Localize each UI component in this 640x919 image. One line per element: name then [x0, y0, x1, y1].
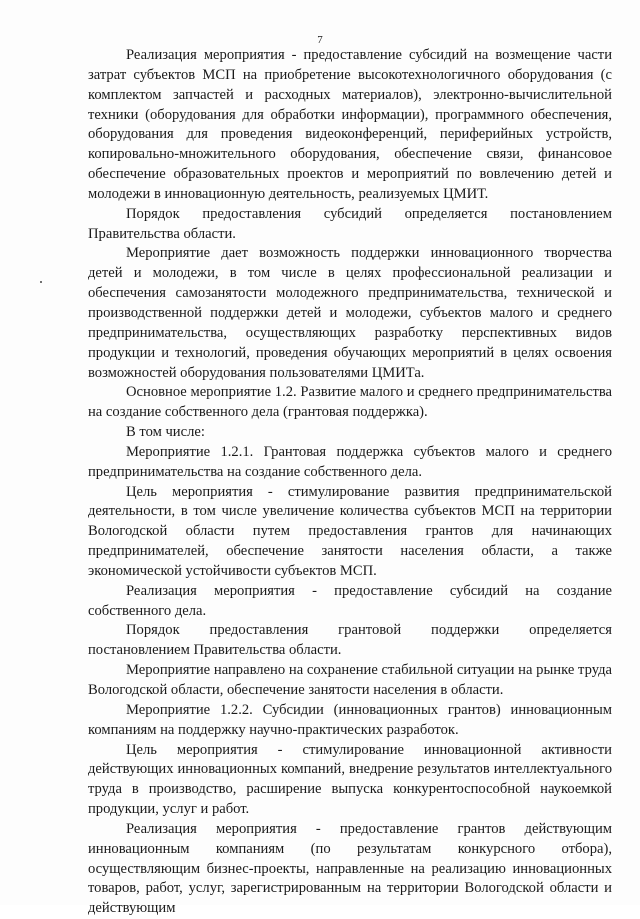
paragraph-grant-procedure: Порядок предоставления грантовой поддержки определяется постановлением Правительства области. — [88, 622, 612, 659]
page-number: 7 — [317, 34, 323, 46]
paragraph-subsidy-procedure: Порядок предоставления субсидий определяется постановлением Правительства области. — [88, 205, 612, 242]
scan-speck — [40, 281, 42, 283]
paragraph-measure-1-2-2-implementation: Реализация мероприятия - предоставление грантов действующим инновационным компаниям (по результатам конкурсного отбора), осуществляющим бизнес-проекты, направленные на реализацию инновационных товаров, работ, услуг, зарегистрированным на территории Вологодской области и действующим — [88, 820, 612, 917]
paragraph-including: В том числе: — [126, 424, 205, 441]
paragraph-labor-market: Мероприятие направлено на сохранение стабильной ситуации на рынке труда Вологодской области, обеспечение занятости населения в области. — [88, 662, 612, 698]
document-body — [88, 46, 612, 919]
paragraph-implementation-subsidies-cmit: Реализация мероприятия - предоставление субсидий на возмещение части затрат субъектов МСП на приобретение высокотехнологичного оборудования (с комплектом запчастей и расходных материалов), электронно-вычислительной техники (оборудования для обработки информации), программного обеспечения, оборудования для проведения видеоконференций, периферийных устройств, копировально-множительного оборудования, обеспечение связи, финансовое обеспечение образовательных проектов и мероприятий по вовлечению детей и молодежи в инновационную деятельность, реализуемых ЦМИТ. — [88, 47, 612, 202]
paragraph-measure-1-2-1-goal: Цель мероприятия - стимулирование развития предпринимательской деятельности, в том числе увеличение количества субъектов МСП на территории Вологодской области путем предоставления грантов для начинающих предпринимателей, обеспечение занятости населения области, а также экономической устойчивости субъектов МСП. — [88, 483, 612, 579]
paragraph-measure-1-2-1-implementation: Реализация мероприятия - предоставление субсидий на создание собственного дела. — [88, 582, 612, 619]
paragraph-measure-1-2-1: Мероприятие 1.2.1. Грантовая поддержка субъектов малого и среднего предпринимательства на создание собственного дела. — [88, 443, 612, 480]
paragraph-youth-innovation-support: Мероприятие дает возможность поддержки инновационного творчества детей и молодежи, в том числе в целях профессиональной реализации и обеспечения самозанятости молодежного предпринимательства, технической и производственной поддержки детей и молодежи, субъектов малого и среднего предпринимательства, осуществляющих разработку перспективных видов продукции и технологий, проведения обучающих мероприятий в целях освоения возможностей оборудования пользователями ЦМИТа. — [88, 245, 612, 381]
paragraph-measure-1-2-2-goal: Цель мероприятия - стимулирование инновационной активности действующих инновационных компаний, внедрение результатов интеллектуального труда в производство, расширение выпуска конкурентоспособной наукоемкой продукции, услуг и работ. — [88, 741, 612, 818]
paragraph-main-measure-1-2: Основное мероприятие 1.2. Развитие малого и среднего предпринимательства на создание собственного дела (грантовая поддержка). — [88, 384, 612, 421]
paragraph-measure-1-2-2: Мероприятие 1.2.2. Субсидии (инновационных грантов) инновационным компаниям на поддержку научно-практических разработок. — [88, 701, 612, 738]
